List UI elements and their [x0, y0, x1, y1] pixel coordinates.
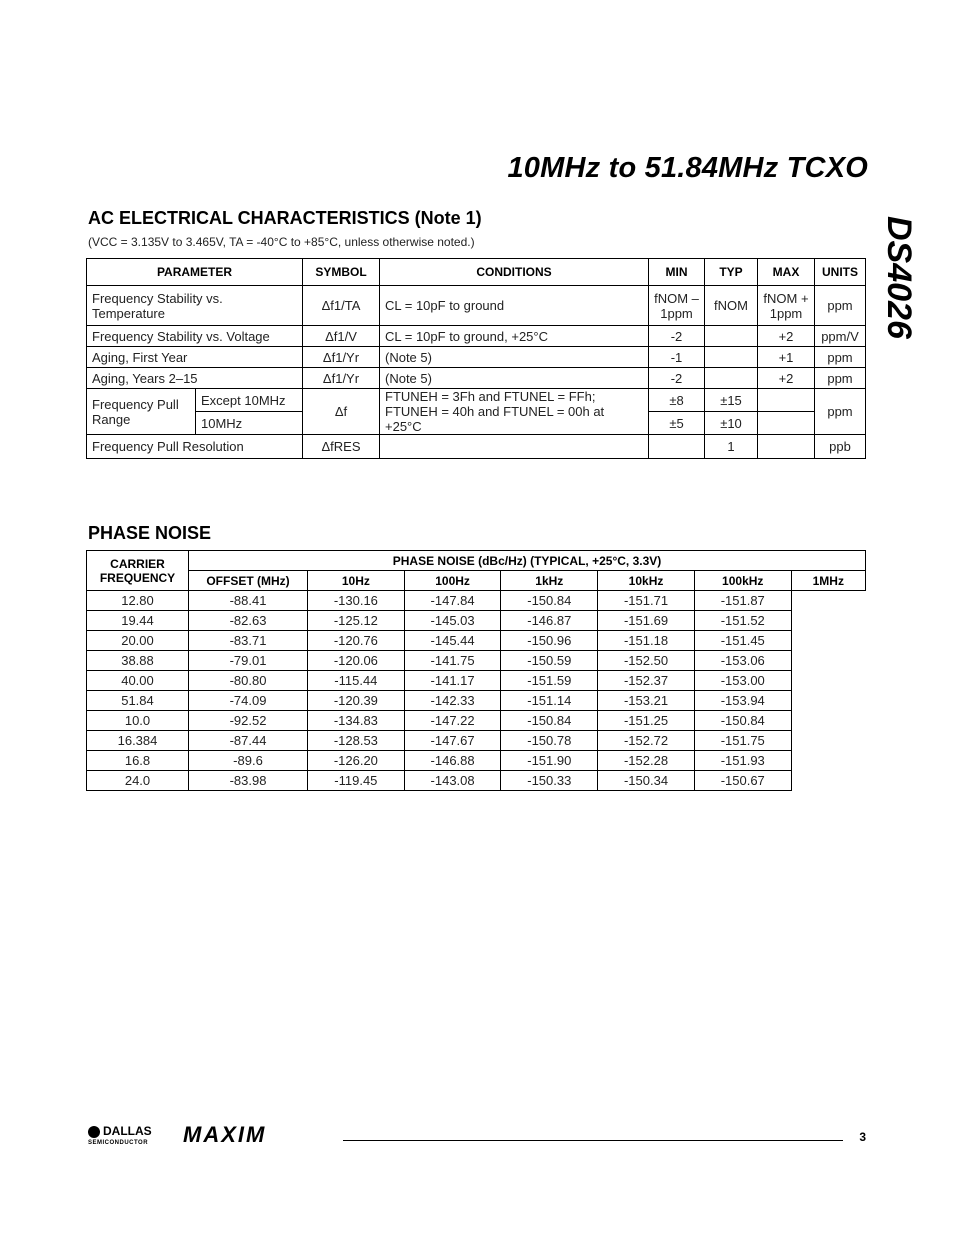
cell-typ — [705, 347, 758, 368]
cell-value: -150.59 — [501, 651, 598, 671]
cell-max — [758, 389, 815, 412]
phase-noise-super-header: PHASE NOISE (dBc/Hz) (TYPICAL, +25°C, 3.3V) — [189, 551, 866, 571]
table-row — [87, 751, 866, 771]
cell-parameter: Frequency Pull Range — [87, 389, 196, 435]
ac-section-heading: AC ELECTRICAL CHARACTERISTICS (Note 1) — [88, 208, 482, 228]
conditions-line-1: FTUNEH = 3Fh and FTUNEL = FFh; — [385, 389, 596, 404]
ac-conditions-note: (VCC = 3.135V to 3.465V, TA = -40°C to +85°C, unless otherwise noted.) — [88, 235, 475, 249]
cell-value: -150.84 — [501, 591, 598, 611]
table-header-row — [87, 259, 866, 286]
header-parameter: PARAMETER — [87, 259, 303, 286]
table-row — [87, 771, 866, 791]
table-row — [87, 691, 866, 711]
cell-offset: 10.0 — [87, 711, 189, 731]
cell-typ: ±10 — [705, 412, 758, 435]
cell-min: ±8 — [649, 389, 705, 412]
table-row — [87, 671, 866, 691]
cell-conditions: (Note 5) — [380, 347, 649, 368]
cell-parameter: Frequency Stability vs. Temperature — [87, 286, 303, 326]
cell-value: -79.01 — [189, 651, 308, 671]
header-max: MAX — [758, 259, 815, 286]
cell-value: -151.93 — [694, 751, 791, 771]
cell-parameter: Frequency Pull Resolution — [87, 435, 303, 459]
cell-value: -119.45 — [308, 771, 405, 791]
cell-value: -145.03 — [404, 611, 501, 631]
cell-value: -151.14 — [501, 691, 598, 711]
cell-value: -147.22 — [404, 711, 501, 731]
cell-value: -134.83 — [308, 711, 405, 731]
table-row — [87, 631, 866, 651]
cell-value: -153.06 — [694, 651, 791, 671]
header-10khz: 10kHz — [598, 571, 695, 591]
header-10hz: 10Hz — [308, 571, 405, 591]
table-row — [87, 326, 866, 347]
cell-value: -151.87 — [694, 591, 791, 611]
cell-value: -130.16 — [308, 591, 405, 611]
table-row — [87, 711, 866, 731]
cell-value: -146.88 — [404, 751, 501, 771]
cell-value: -153.21 — [598, 691, 695, 711]
cell-value: -151.59 — [501, 671, 598, 691]
cell-symbol: Δf — [303, 389, 380, 435]
cell-value: -89.6 — [189, 751, 308, 771]
cell-value: -150.33 — [501, 771, 598, 791]
cell-value: -120.06 — [308, 651, 405, 671]
table-super-header-row — [87, 551, 866, 571]
cell-conditions — [380, 435, 649, 459]
cell-value: -152.28 — [598, 751, 695, 771]
page-title: 10MHz to 51.84MHz TCXO — [507, 152, 868, 184]
table-row — [87, 731, 866, 751]
footer-divider — [343, 1140, 843, 1141]
cell-value: -147.84 — [404, 591, 501, 611]
maxim-logo: MAXIM — [183, 1122, 267, 1147]
cell-typ: 1 — [705, 435, 758, 459]
cell-value: -82.63 — [189, 611, 308, 631]
header-units: UNITS — [815, 259, 866, 286]
cell-value: -145.44 — [404, 631, 501, 651]
cell-value: -153.00 — [694, 671, 791, 691]
cell-offset: 12.80 — [87, 591, 189, 611]
cell-parameter: Aging, First Year — [87, 347, 303, 368]
cell-offset: 16.8 — [87, 751, 189, 771]
cell-value: -151.25 — [598, 711, 695, 731]
table-row — [87, 347, 866, 368]
cell-offset: 24.0 — [87, 771, 189, 791]
cell-value: -126.20 — [308, 751, 405, 771]
cell-max: +2 — [758, 326, 815, 347]
cell-value: -152.72 — [598, 731, 695, 751]
cell-max — [758, 412, 815, 435]
cell-value: -74.09 — [189, 691, 308, 711]
cell-conditions: CL = 10pF to ground — [380, 286, 649, 326]
cell-value: -147.67 — [404, 731, 501, 751]
cell-value: -150.67 — [694, 771, 791, 791]
cell-offset: 38.88 — [87, 651, 189, 671]
cell-typ — [705, 326, 758, 347]
cell-min: -2 — [649, 368, 705, 389]
cell-conditions — [380, 389, 649, 435]
cell-value: -92.52 — [189, 711, 308, 731]
table-row — [87, 389, 866, 412]
cell-value: -152.37 — [598, 671, 695, 691]
cell-subparameter: Except 10MHz — [196, 389, 303, 412]
cell-parameter: Aging, Years 2–15 — [87, 368, 303, 389]
cell-offset: 16.384 — [87, 731, 189, 751]
header-conditions: CONDITIONS — [380, 259, 649, 286]
cell-value: -150.84 — [501, 711, 598, 731]
cell-value: -151.69 — [598, 611, 695, 631]
cell-max: fNOM + 1ppm — [758, 286, 815, 326]
cell-conditions: (Note 5) — [380, 368, 649, 389]
header-min: MIN — [649, 259, 705, 286]
cell-value: -151.45 — [694, 631, 791, 651]
cell-offset: 19.44 — [87, 611, 189, 631]
cell-units: ppm/V — [815, 326, 866, 347]
phase-noise-table — [86, 550, 866, 791]
header-1khz: 1kHz — [501, 571, 598, 591]
cell-value: -87.44 — [189, 731, 308, 751]
cell-offset: 20.00 — [87, 631, 189, 651]
cell-value: -151.18 — [598, 631, 695, 651]
cell-symbol: Δf1/Yr — [303, 368, 380, 389]
ac-characteristics-table — [86, 258, 866, 459]
cell-value: -150.78 — [501, 731, 598, 751]
table-row — [87, 286, 866, 326]
cell-max: +1 — [758, 347, 815, 368]
side-part-number: DS4026 — [880, 216, 918, 339]
cell-symbol: Δf1/V — [303, 326, 380, 347]
table-row — [87, 368, 866, 389]
cell-value: -80.80 — [189, 671, 308, 691]
cell-min: ±5 — [649, 412, 705, 435]
cell-value: -151.90 — [501, 751, 598, 771]
cell-max — [758, 435, 815, 459]
cell-value: -115.44 — [308, 671, 405, 691]
phase-noise-heading: PHASE NOISE — [88, 523, 212, 543]
cell-value: -120.76 — [308, 631, 405, 651]
carrier-frequency-label: CARRIER FREQUENCY — [87, 551, 189, 591]
cell-symbol: ΔfRES — [303, 435, 380, 459]
cell-typ: ±15 — [705, 389, 758, 412]
cell-value: -88.41 — [189, 591, 308, 611]
header-offset: OFFSET (MHz) — [189, 571, 308, 591]
cell-units: ppm — [815, 286, 866, 326]
page-footer — [88, 1124, 866, 1148]
cell-value: -142.33 — [404, 691, 501, 711]
cell-value: -150.84 — [694, 711, 791, 731]
table-row — [87, 651, 866, 671]
cell-units: ppb — [815, 435, 866, 459]
cell-value: -152.50 — [598, 651, 695, 671]
cell-value: -146.87 — [501, 611, 598, 631]
cell-value: -125.12 — [308, 611, 405, 631]
page-number: 3 — [859, 1130, 866, 1144]
header-100khz: 100kHz — [694, 571, 791, 591]
cell-value: -83.98 — [189, 771, 308, 791]
header-symbol: SYMBOL — [303, 259, 380, 286]
table-row — [87, 611, 866, 631]
cell-offset: 51.84 — [87, 691, 189, 711]
header-typ: TYP — [705, 259, 758, 286]
cell-symbol: Δf1/TA — [303, 286, 380, 326]
cell-subparameter: 10MHz — [196, 412, 303, 435]
dallas-logo-icon — [88, 1126, 100, 1138]
cell-units: ppm — [815, 389, 866, 435]
cell-max: +2 — [758, 368, 815, 389]
cell-parameter: Frequency Stability vs. Voltage — [87, 326, 303, 347]
header-100hz: 100Hz — [404, 571, 501, 591]
cell-typ — [705, 368, 758, 389]
header-1mhz: 1MHz — [791, 571, 865, 591]
cell-value: -83.71 — [189, 631, 308, 651]
cell-min — [649, 435, 705, 459]
cell-value: -141.75 — [404, 651, 501, 671]
cell-value: -153.94 — [694, 691, 791, 711]
conditions-line-2: FTUNEH = 40h and FTUNEL = 00h at +25°C — [385, 404, 605, 434]
cell-value: -151.75 — [694, 731, 791, 751]
cell-value: -143.08 — [404, 771, 501, 791]
cell-value: -120.39 — [308, 691, 405, 711]
cell-value: -150.34 — [598, 771, 695, 791]
cell-min: fNOM – 1ppm — [649, 286, 705, 326]
cell-symbol: Δf1/Yr — [303, 347, 380, 368]
cell-value: -141.17 — [404, 671, 501, 691]
cell-typ: fNOM — [705, 286, 758, 326]
cell-min: -1 — [649, 347, 705, 368]
cell-value: -150.96 — [501, 631, 598, 651]
cell-offset: 40.00 — [87, 671, 189, 691]
cell-value: -151.52 — [694, 611, 791, 631]
cell-units: ppm — [815, 368, 866, 389]
cell-units: ppm — [815, 347, 866, 368]
cell-conditions: CL = 10pF to ground, +25°C — [380, 326, 649, 347]
cell-min: -2 — [649, 326, 705, 347]
dallas-logo: DALLAS SEMICONDUCTOR — [88, 1124, 152, 1146]
table-row — [87, 435, 866, 459]
cell-value: -128.53 — [308, 731, 405, 751]
cell-value: -151.71 — [598, 591, 695, 611]
table-header-row — [87, 571, 866, 591]
table-row — [87, 591, 866, 611]
